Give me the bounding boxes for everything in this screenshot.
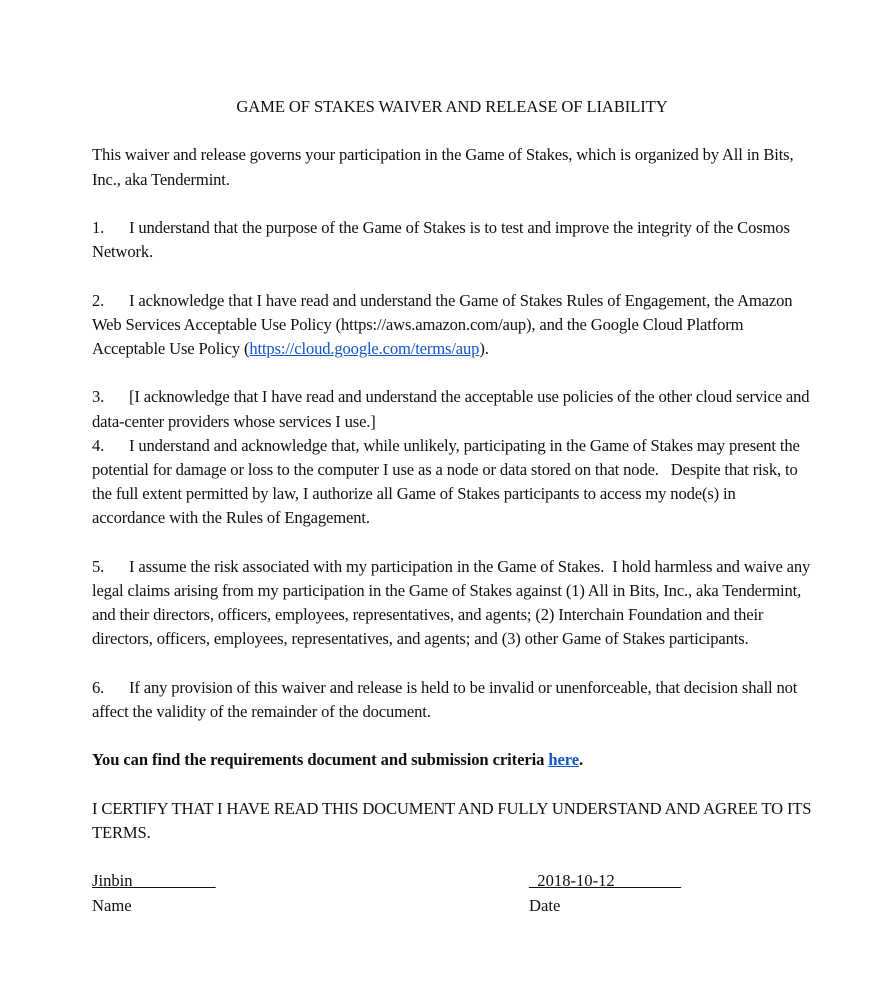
- spacer: [92, 773, 812, 797]
- clause-number: 5.: [92, 556, 105, 576]
- requirements-text: You can find the requirements document and submission criteria: [92, 750, 549, 770]
- clause-text: If any provision of this waiver and release is held to be invalid or unenforceable, that decision shall not affect the validity of the remainder of the document.: [92, 677, 798, 721]
- intro-paragraph: This waiver and release governs your participation in the Game of Stakes, which is organized by All in Bits, Inc., aka Tendermint.: [92, 145, 794, 189]
- date-field[interactable]: _2018-10-12________: [529, 871, 682, 891]
- clause-6: [92, 676, 812, 724]
- clause-5: [92, 555, 815, 652]
- requirements-period: .: [578, 750, 584, 770]
- clause-text: [I acknowledge that I have read and understand the acceptable use policies of the other cloud service and data-center providers whose services I use.]: [92, 387, 810, 431]
- name-field[interactable]: Jinbin__________: [92, 871, 216, 891]
- spacer: [92, 119, 812, 143]
- waiver-document: [92, 95, 815, 918]
- clause-number: 1.: [92, 217, 105, 237]
- certification-statement: I CERTIFY THAT I HAVE READ THIS DOCUMENT AND FULLY UNDERSTAND AND AGREE TO ITS TERMS.: [92, 798, 812, 842]
- clause-text: I acknowledge that I have read and understand the Game of Stakes Rules of Engagement, the Amazon Web Services Acceptable Use Policy (https://aws.amazon.com/aup), and the Google Cloud Platform Acceptable Use Policy (: [92, 290, 793, 358]
- name-signature: [92, 869, 216, 917]
- clause-number: 4.: [92, 435, 105, 455]
- date-signature: [529, 869, 681, 917]
- spacer: [92, 724, 812, 748]
- requirements-line: [92, 748, 812, 772]
- clause-text: I assume the risk associated with my participation in the Game of Stakes. I hold harmless and waive any legal claims arising from my participation in the Game of Stakes against (1) All in Bits, Inc., aka Tendermint, and their directors, officers, employees, representatives, and agents; (2) Interchain Foundation and their directors, officers, employees, representatives, and agents; and (3) other Game of Stakes participants.: [92, 556, 815, 649]
- date-label: Date: [529, 895, 561, 915]
- document-title: GAME OF STAKES WAIVER AND RELEASE OF LIABILITY: [236, 97, 668, 116]
- clause-text-end: ).: [479, 338, 489, 358]
- requirements-here-link[interactable]: here: [548, 750, 579, 770]
- clause-number: 3.: [92, 387, 105, 407]
- spacer: [92, 845, 812, 869]
- spacer: [92, 264, 812, 288]
- clause-number: 2.: [92, 290, 105, 310]
- spacer: [92, 361, 812, 385]
- clause-text: I understand that the purpose of the Game of Stakes is to test and improve the integrity of the Cosmos Network.: [92, 217, 790, 262]
- clause-number: 6.: [92, 677, 105, 697]
- name-label: Name: [92, 895, 132, 915]
- clause-1: [92, 216, 812, 264]
- spacer: [92, 652, 812, 676]
- google-cloud-aup-link[interactable]: https://cloud.google.com/terms/aup: [249, 338, 480, 358]
- spacer: [92, 531, 812, 555]
- signature-block: [92, 869, 812, 917]
- clause-2: [92, 289, 812, 362]
- spacer: [92, 192, 812, 216]
- clause-text: I understand and acknowledge that, while unlikely, participating in the Game of Stakes may present the potential for damage or loss to the computer I use as a node or data stored on that node. Despite that risk, to the full extent permitted by law, I authorize all Game of Stakes participants to access my node(s) in accordance with the Rules of Engagement.: [92, 435, 804, 528]
- clause-4: [92, 434, 812, 531]
- clause-3: [92, 385, 812, 433]
